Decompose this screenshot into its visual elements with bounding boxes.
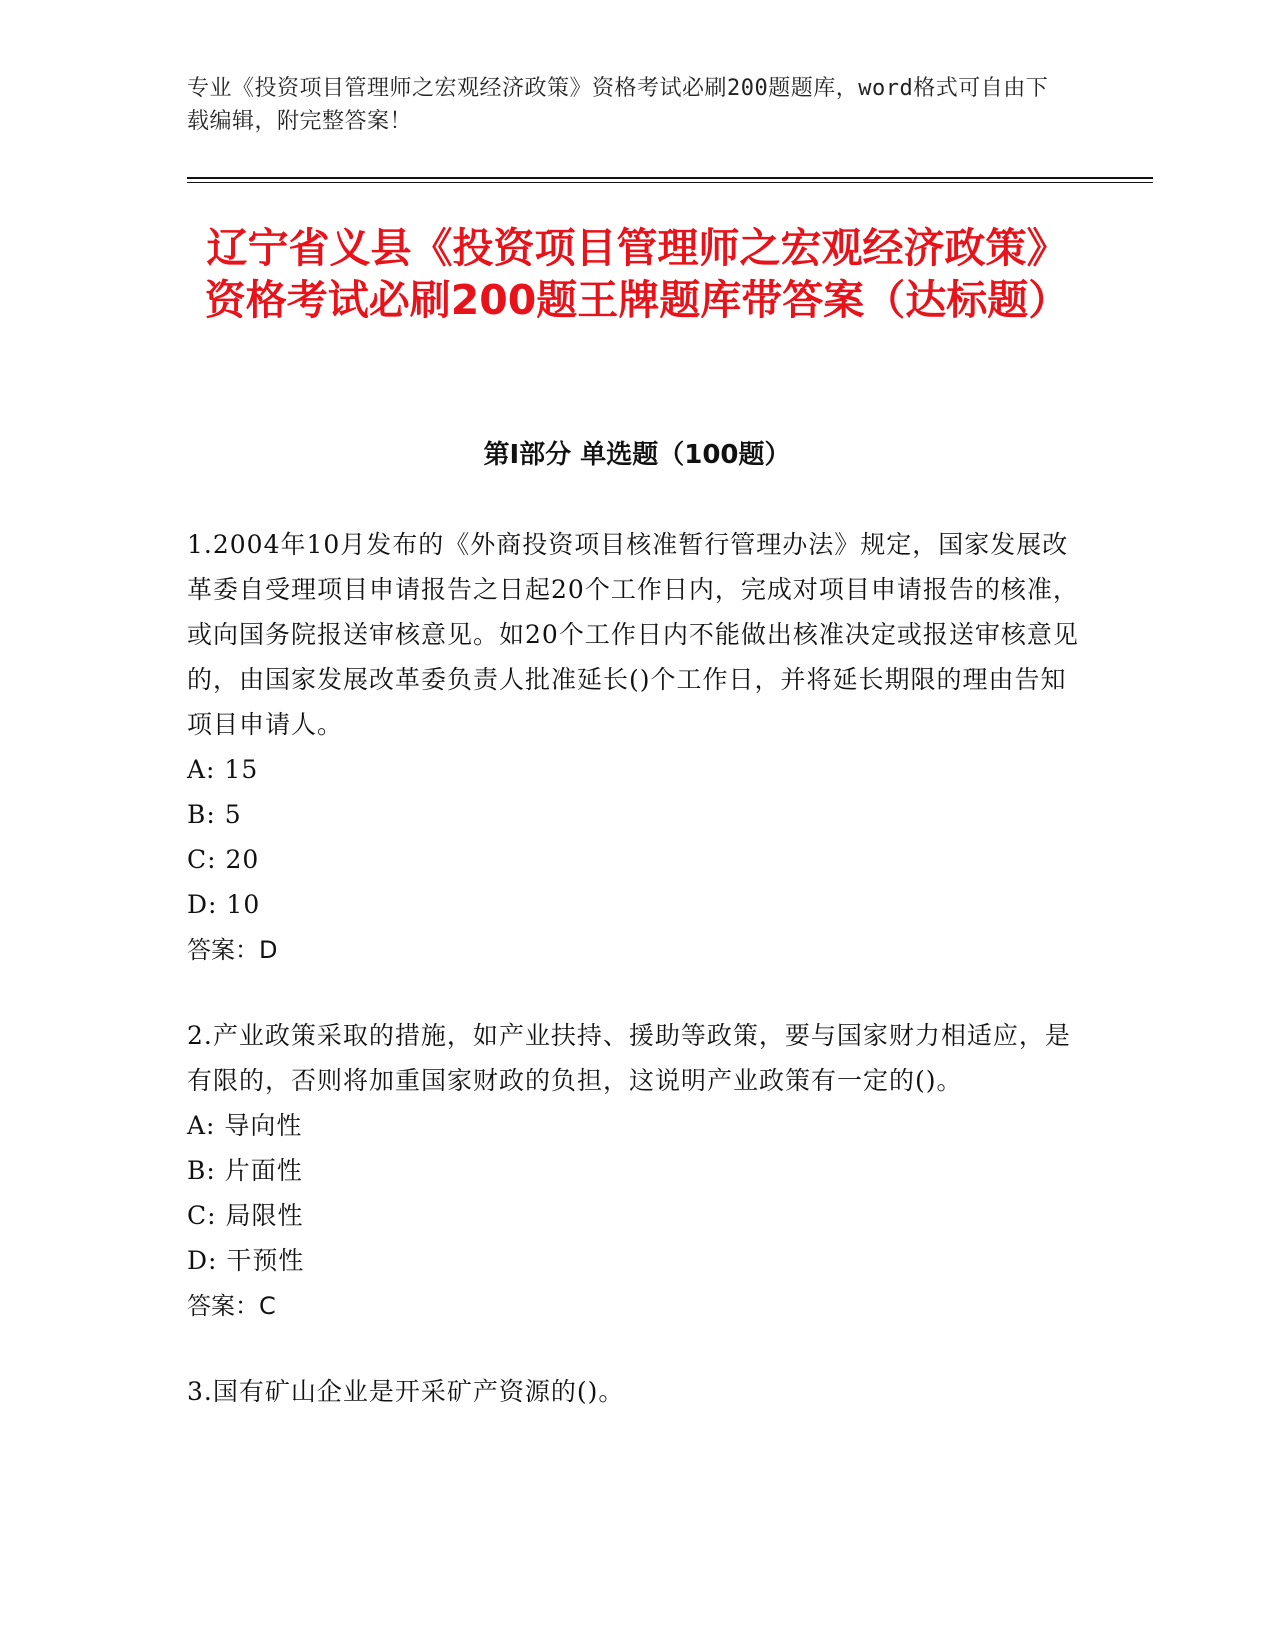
question-3 xyxy=(187,1369,1079,1414)
option-a: A: 导向性 xyxy=(187,1111,303,1140)
option-b: B: 5 xyxy=(187,800,242,829)
option-c: C: 局限性 xyxy=(187,1201,304,1230)
header-rule-thick xyxy=(187,177,1153,179)
answer-line: 答案：C xyxy=(187,1292,276,1320)
question-stem: 2.产业政策采取的措施，如产业扶持、援助等政策，要与国家财力相适应，是有限的，否则将加重国家财政的负担，这说明产业政策有一定的()。 xyxy=(187,1021,1071,1095)
option-d: D: 干预性 xyxy=(187,1246,305,1275)
question-1 xyxy=(187,522,1079,973)
header-rule-thin xyxy=(187,182,1153,183)
question-list xyxy=(187,522,1079,1454)
section-title: 第I部分 单选题（100题） xyxy=(483,440,791,470)
question-stem: 3.国有矿山企业是开采矿产资源的()。 xyxy=(187,1377,625,1406)
answer-line: 答案：D xyxy=(187,936,278,964)
option-b: B: 片面性 xyxy=(187,1156,303,1185)
option-c: C: 20 xyxy=(187,845,260,874)
option-d: D: 10 xyxy=(187,890,261,919)
header-note: 专业《投资项目管理师之宏观经济政策》资格考试必刷200题题库，word格式可自由下载编辑，附完整答案！ xyxy=(187,76,1049,134)
document-title: 辽宁省义县《投资项目管理师之宏观经济政策》资格考试必刷200题王牌题库带答案（达标题） xyxy=(204,224,1070,324)
question-stem: 1.2004年10月发布的《外商投资项目核准暂行管理办法》规定，国家发展改革委自受理项目申请报告之日起20个工作日内，完成对项目申请报告的核准，或向国务院报送审核意见。如20个工作日内不能做出核准决定或报送审核意见的，由国家发展改革委负责人批准延长()个工作日，并将延长期限的理由告知项目申请人。 xyxy=(187,530,1079,739)
question-2 xyxy=(187,1013,1079,1329)
option-a: A: 15 xyxy=(187,755,259,784)
